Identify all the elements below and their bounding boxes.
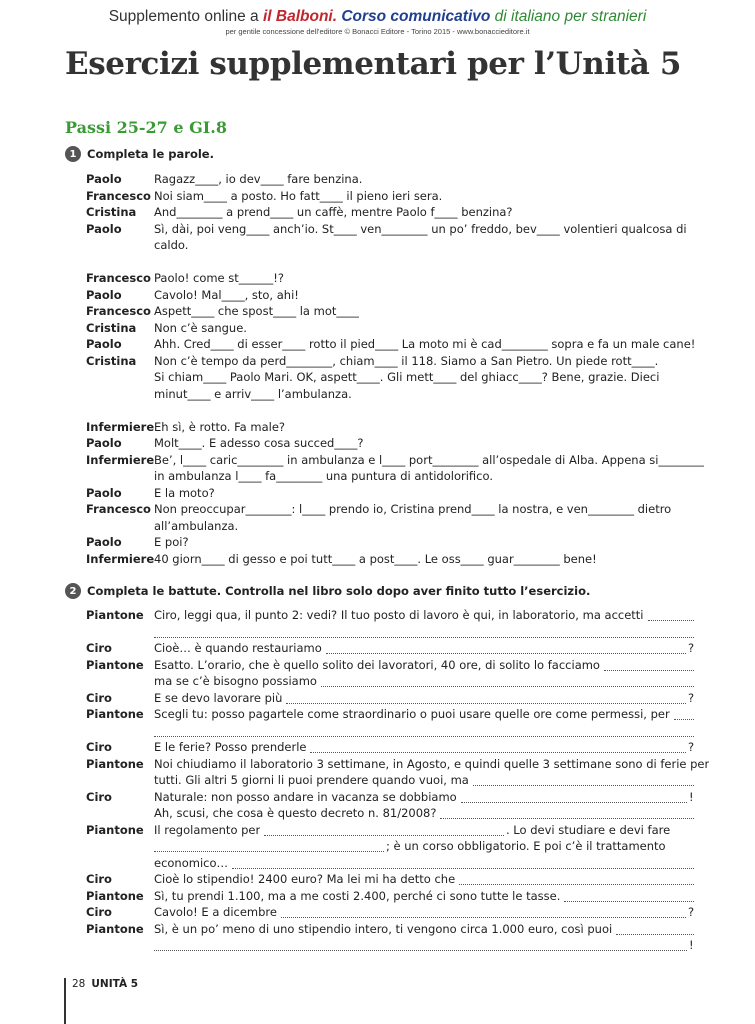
answer-blank[interactable] (648, 609, 694, 621)
dialogue-line (86, 789, 694, 806)
dialogue-line (86, 805, 694, 822)
page-footer (64, 978, 139, 1024)
speaker-name: Ciro (86, 690, 112, 705)
header-pre: Supplemento online a (108, 8, 263, 25)
line-text: E le ferie? Posso prenderle (154, 740, 307, 754)
dialogue-line (86, 690, 694, 707)
dialogue-line (86, 607, 694, 624)
exercise-1-instruction: Completa le parole. (87, 147, 214, 161)
line-text: Si chiam____ Paolo Mari. OK, aspett____. Gli mett____ del ghiacc____? Bene, grazie. Dieci (154, 370, 660, 384)
dialogue-line (86, 452, 705, 469)
line-text: Naturale: non posso andare in vacanza se dobbiamo (154, 789, 457, 804)
speaker-name: Piantone (86, 707, 144, 721)
dialogue-line (86, 937, 694, 954)
speaker-name: Cristina (86, 353, 137, 368)
answer-blank[interactable] (281, 906, 686, 918)
dialogue-line (86, 534, 694, 551)
speaker-name: Francesco (86, 502, 151, 516)
speaker-name: Piantone (86, 822, 144, 837)
line-text: E la moto? (154, 485, 215, 500)
line-end-text: ? (688, 740, 695, 754)
page-number: 28 (72, 978, 86, 990)
line-text: economico… (154, 855, 229, 870)
speaker-name: Paolo (86, 436, 122, 450)
answer-blank[interactable] (674, 708, 694, 720)
dialogue-line (86, 855, 694, 872)
speaker-name: Piantone (86, 888, 144, 903)
answer-blank[interactable] (286, 692, 686, 704)
footer-text (72, 978, 138, 990)
line-text: minut____ e arriv____ l’ambulanza. (154, 386, 352, 401)
line-text: Cavolo! E a dicembre (154, 905, 277, 919)
speaker-name: Paolo (86, 287, 122, 302)
speaker-name: Infermiere (86, 551, 155, 566)
speaker-name: Francesco (86, 304, 151, 318)
speaker-name: Cristina (86, 320, 137, 335)
line-end-text: ? (688, 690, 695, 705)
dialogue-line (86, 739, 694, 756)
dialogue-line (86, 419, 694, 436)
line-text: Il regolamento per (154, 822, 261, 837)
answer-blank[interactable] (459, 873, 694, 885)
unit-label: UNITÀ 5 (91, 978, 139, 990)
header-rest: di italiano per stranieri (490, 8, 647, 25)
header-title (0, 8, 755, 26)
answer-blank[interactable] (440, 807, 694, 819)
exercise-1-heading (65, 146, 214, 162)
dialogue-line (86, 673, 694, 690)
line-text: E se devo lavorare più (154, 690, 283, 705)
speaker-name: Ciro (86, 872, 112, 886)
speaker-name: Paolo (86, 172, 122, 186)
dialogue-line (86, 221, 694, 238)
line-text: ma se c’è bisogno possiamo (154, 674, 317, 688)
line-end-text: . Lo devi studiare e devi fare (506, 822, 671, 837)
dialogue-line (86, 237, 694, 254)
line-text: Ragazz____, io dev____ fare benzina. (154, 172, 363, 186)
speaker-name: Paolo (86, 485, 122, 500)
speaker-name: Infermiere (86, 419, 155, 434)
dialogue-line (86, 402, 694, 419)
speaker-name: Piantone (86, 657, 144, 672)
exercise-2-instruction: Completa le battute. Controlla nel libro solo dopo aver finito tutto l’esercizio. (87, 584, 591, 598)
speaker-name: Piantone (86, 921, 144, 936)
answer-blank[interactable] (321, 675, 694, 687)
dialogue-line (86, 871, 694, 888)
line-text: Cioè lo stipendio! 2400 euro? Ma lei mi ha detto che (154, 872, 456, 886)
line-text: Cavolo! Mal____, sto, ahi! (154, 287, 299, 302)
speaker-name: Francesco (86, 271, 151, 285)
dialogue-line (86, 657, 694, 674)
page-header (0, 8, 755, 36)
line-text: Molt____. E adesso cosa succed____? (154, 436, 364, 450)
line-end-text: ; è un corso obbligatorio. E poi c’è il trattamento (386, 839, 666, 853)
dialogue-line (86, 485, 694, 502)
page-title: Esercizi supplementari per l’Unità 5 (65, 46, 681, 82)
line-text: all’ambulanza. (154, 518, 239, 533)
header-course: Corso comunicativo (337, 8, 491, 25)
answer-blank[interactable] (564, 890, 694, 902)
dialogue-line (86, 353, 694, 370)
line-text: 40 giorn____ di gesso e poi tutt____ a post____. Le oss____ guar________ bene! (154, 551, 597, 566)
dialogue-line (86, 204, 694, 221)
dialogue-line (86, 287, 694, 304)
dialogue-line (86, 518, 694, 535)
speaker-name: Paolo (86, 337, 122, 351)
line-text: Paolo! come st______!? (154, 271, 285, 285)
dialogue-line (86, 386, 694, 403)
line-end-text: ! (689, 789, 694, 804)
speaker-name: Ciro (86, 641, 112, 655)
dialogue-line (86, 640, 694, 657)
dialogue-line (86, 320, 694, 337)
answer-blank[interactable] (232, 857, 694, 869)
line-text: Noi siam____ a posto. Ho fatt____ il pieno ieri sera. (154, 188, 443, 203)
answer-blank[interactable] (154, 939, 687, 951)
line-text: E poi? (154, 535, 189, 549)
line-text: Sì, tu prendi 1.100, ma a me costi 2.400, perché ci sono tutte le tasse. (154, 888, 561, 903)
line-text: tutti. Gli altri 5 giorni li puoi prendere quando vuoi, ma (154, 773, 469, 787)
dialogue-line (86, 501, 694, 518)
line-end-text: ! (689, 938, 694, 952)
exercise-1-number: 1 (65, 146, 81, 162)
answer-blank[interactable] (154, 840, 384, 852)
line-text: caldo. (154, 238, 189, 252)
answer-blank[interactable] (326, 642, 686, 654)
dialogue-line (86, 838, 694, 855)
dialogue-line (86, 822, 694, 839)
line-text: Cioè… è quando restauriamo (154, 641, 322, 655)
header-brand: il Balboni. (262, 8, 338, 25)
dialogue-line (86, 772, 694, 789)
dialogue-line (86, 904, 694, 921)
line-end-text: ? (688, 641, 695, 655)
line-text: Esatto. L’orario, che è quello solito dei lavoratori, 40 ore, di solito lo facciamo (154, 657, 600, 672)
line-text: Eh sì, è rotto. Fa male? (154, 419, 285, 434)
speaker-name: Infermiere (86, 452, 155, 467)
speaker-name: Ciro (86, 905, 112, 919)
exercise-2-number: 2 (65, 583, 81, 599)
dialogue-line (86, 336, 694, 353)
dialogue-line (86, 888, 694, 905)
speaker-name: Ciro (86, 740, 112, 754)
line-text: Sì, è un po’ meno di uno stipendio intero, ti vengono circa 1.000 euro, così puoi (154, 921, 613, 936)
line-text: Noi chiudiamo il laboratorio 3 settimane, in Agosto, e quindi quelle 3 settimane sono di ferie per (154, 756, 710, 771)
line-text: Be’, l____ caric________ in ambulanza e l____ port________ all’ospedale di Alba. Appena si________ (154, 452, 705, 467)
dialogue-line (86, 624, 694, 641)
answer-blank[interactable] (154, 626, 694, 638)
dialogue-line (86, 706, 694, 723)
dialogue-line (86, 756, 710, 773)
line-text: Ahh. Cred____ di esser____ rotto il pied____ La moto mi è cad________ sopra e fa un male cane! (154, 337, 696, 351)
section-title: Passi 25-27 e GI.8 (65, 118, 227, 137)
dialogue-line (86, 171, 694, 188)
dialogue-line (86, 303, 694, 320)
line-text: Sì, dài, poi veng____ anch’io. St____ ven________ un po’ freddo, bev____ volentieri qualcosa di (154, 221, 687, 236)
dialogue-line (86, 188, 694, 205)
header-credit: per gentile concessione dell'editore © Bonacci Editore - Torino 2015 - www.bonaccieditore.it (225, 27, 530, 36)
dialogue-line (86, 369, 694, 386)
line-text: Ciro, leggi qua, il punto 2: vedi? Il tuo posto di lavoro è qui, in laboratorio, ma accetti (154, 608, 644, 622)
line-text: Non c’è sangue. (154, 320, 247, 335)
speaker-name: Ciro (86, 789, 112, 804)
line-text: in ambulanza l____ fa________ una puntura di antidolorifico. (154, 469, 493, 483)
speaker-name: Paolo (86, 535, 122, 549)
speaker-name: Piantone (86, 756, 144, 771)
dialogue-line (86, 435, 694, 452)
line-text: Non preoccupar________: l____ prendo io, Cristina prend____ la nostra, e ven________ dietro (154, 502, 672, 516)
line-text: Scegli tu: posso pagartele come straordinario o puoi usare quelle ore come permessi, per (154, 707, 670, 721)
speaker-name: Francesco (86, 188, 151, 203)
exercise-2-heading (65, 583, 590, 599)
dialogue-line (86, 551, 694, 568)
answer-blank[interactable] (473, 774, 694, 786)
line-text: Aspett____ che spost____ la mot____ (154, 304, 360, 318)
dialogue-line (86, 270, 694, 287)
dialogue-line (86, 254, 694, 271)
line-text: Ah, scusi, che cosa è questo decreto n. 81/2008? (154, 806, 437, 820)
answer-blank[interactable] (604, 659, 694, 671)
answer-blank[interactable] (310, 741, 686, 753)
dialogue-line (86, 468, 694, 485)
dialogue-line (86, 921, 694, 938)
line-text: And________ a prend____ un caffè, mentre Paolo f____ benzina? (154, 205, 513, 219)
answer-blank[interactable] (616, 923, 694, 935)
speaker-name: Paolo (86, 221, 122, 236)
answer-blank[interactable] (154, 725, 694, 737)
speaker-name: Piantone (86, 608, 144, 622)
line-end-text: ? (688, 905, 695, 919)
speaker-name: Cristina (86, 205, 137, 219)
dialogue-line (86, 723, 694, 740)
line-text: Non c’è tempo da perd________, chiam____ il 118. Siamo a San Pietro. Un piede rott____. (154, 353, 659, 368)
answer-blank[interactable] (461, 791, 687, 803)
answer-blank[interactable] (264, 824, 504, 836)
